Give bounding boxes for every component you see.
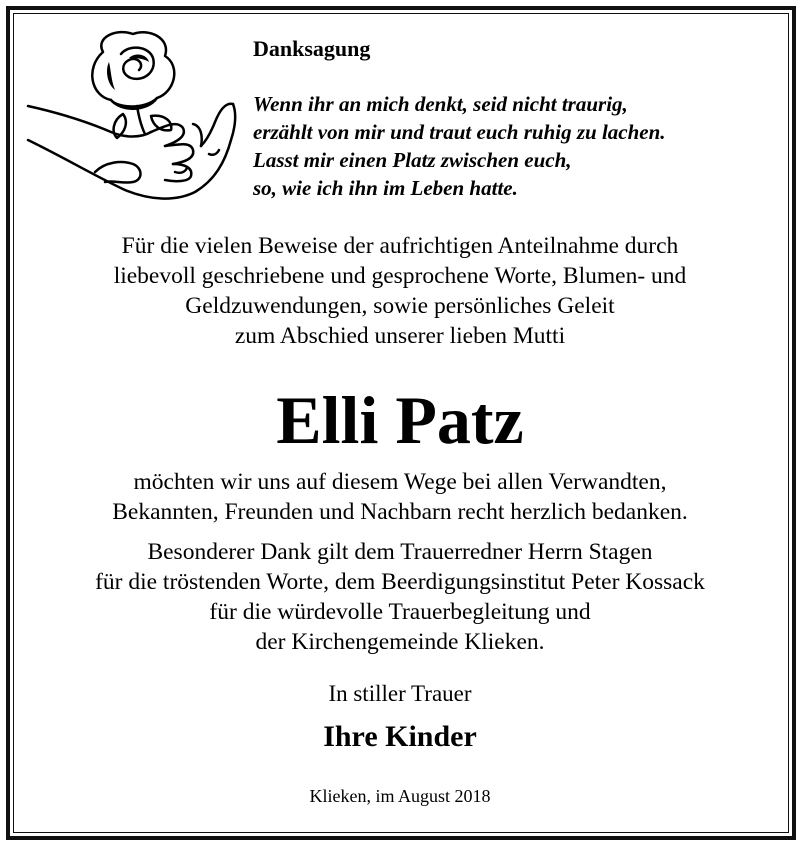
intro-line: liebevoll geschriebene und gesprochene Worte, Blumen- und (113, 263, 687, 289)
special-thanks-line: für die tröstenden Worte, dem Beerdigungsinstitut Peter Kossack (95, 569, 705, 595)
thanks-line: möchten wir uns auf diesem Wege bei allen Verwandten, (133, 469, 667, 495)
special-thanks-line: Besonderer Dank gilt dem Trauerredner Herrn Stagen (147, 539, 653, 565)
intro-line: Geldzuwendungen, sowie persönliches Geleit (185, 293, 615, 319)
thanks-paragraph (0, 467, 800, 527)
intro-paragraph (0, 231, 800, 351)
notice-heading: Danksagung (253, 36, 371, 61)
place-date: Klieken, im August 2018 (309, 786, 491, 806)
special-thanks-line: für die würdevolle Trauerbegleitung und (209, 599, 591, 625)
special-thanks-paragraph (0, 537, 800, 657)
special-thanks-line: der Kirchengemeinde Klieken. (255, 629, 545, 655)
intro-line: Für die vielen Beweise der aufrichtigen Anteilnahme durch (121, 233, 679, 259)
poem-line: so, wie ich ihn im Leben hatte. (253, 176, 518, 200)
deceased-name: Elli Patz (276, 382, 524, 458)
poem-line: Lasst mir einen Platz zwischen euch, (253, 148, 572, 172)
mourning-line: In stiller Trauer (328, 681, 472, 706)
poem-line: erzählt von mir und traut euch ruhig zu lachen. (253, 120, 666, 144)
rose-in-hands-icon (25, 22, 240, 212)
signoff: Ihre Kinder (323, 720, 477, 753)
memorial-poem (253, 90, 666, 202)
thanks-line: Bekannten, Freunden und Nachbarn recht herzlich bedanken. (112, 499, 688, 525)
poem-line: Wenn ihr an mich denkt, seid nicht traurig, (253, 92, 628, 116)
intro-line: zum Abschied unserer lieben Mutti (234, 323, 566, 349)
